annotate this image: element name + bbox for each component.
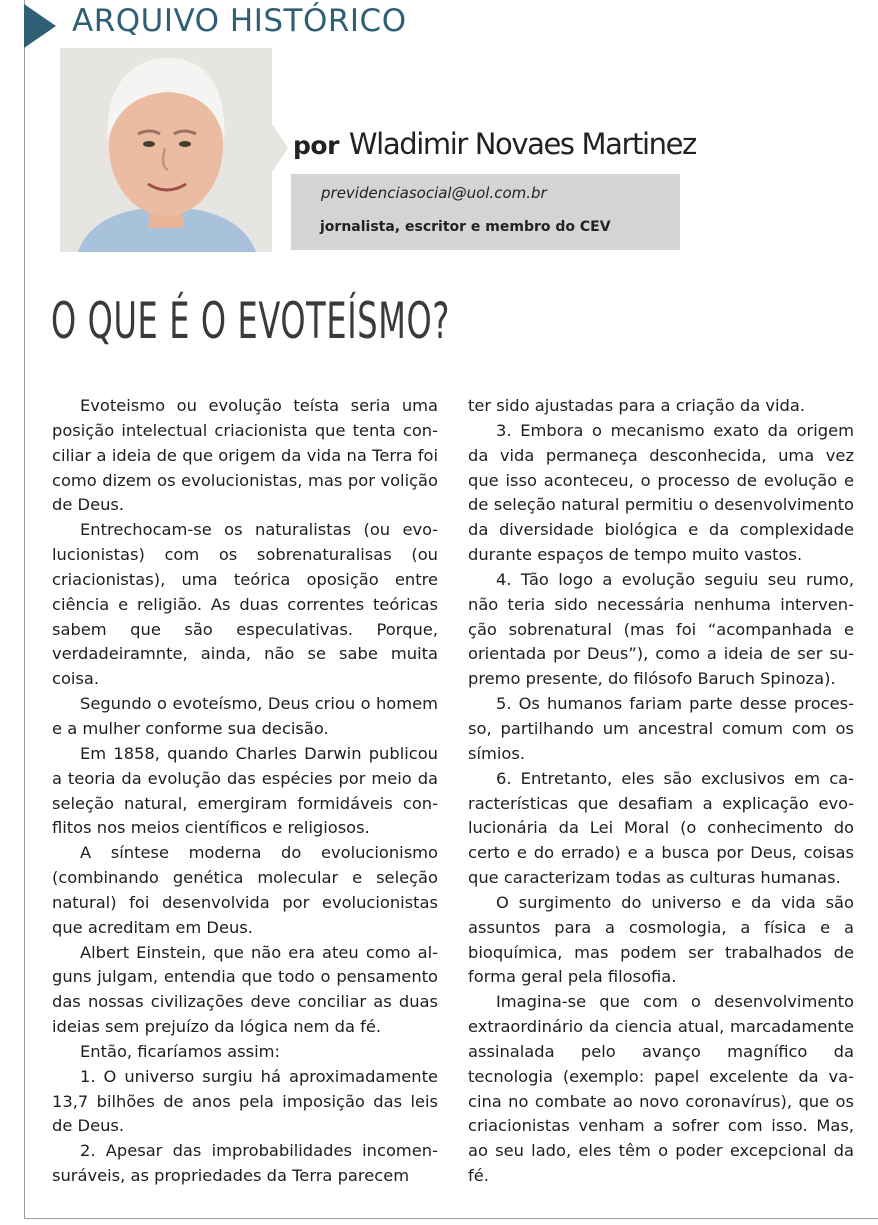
article-paragraph-continuation: ter sido ajustadas para a criação da vida. bbox=[468, 396, 806, 415]
author-name: Wladimir Novaes Martinez bbox=[348, 127, 696, 161]
article-paragraph: 1. O universo surgiu há aproximadamente 13,7 bilhões de anos pela imposição das leis de Deus. bbox=[52, 1066, 438, 1136]
article-title: O QUE É O EVOTEÍSMO? bbox=[51, 292, 450, 350]
author-email: previdenciasocial@uol.com.br bbox=[321, 184, 547, 202]
photo-pointer bbox=[272, 124, 288, 172]
article-paragraph: Então, ficaríamos assim: bbox=[80, 1041, 280, 1061]
author-photo bbox=[60, 48, 272, 252]
article-paragraph: Em 1858, quando Charles Darwin publicou a teoria da evolução das espécies por meio da seleção natural, emergiram formidáveis conflitos nos meios científicos e religiosos. bbox=[52, 743, 438, 838]
byline-prefix: por bbox=[293, 131, 339, 160]
article-paragraph: Evoteismo ou evolução teísta seria uma posição intelectual criacionista que tenta conciliar a ideia de que origem da vida na Terra foi como dizem os evolucionistas, mas por volição de Deus. bbox=[52, 396, 438, 515]
article-paragraph: Segundo o evoteísmo, Deus criou o homem e a mulher conforme sua decisão. bbox=[52, 694, 438, 738]
article-paragraph: Albert Einstein, que não era ateu como alguns julgam, entendia que todo o pensamento das nossas civilizações deve conciliar as duas ideias sem prejuízo da lógica nem da fé. bbox=[52, 942, 438, 1037]
article-paragraph: O surgimento do universo e da vida são assuntos para a cosmologia, a física e a bioquímica, mas podem ser trabalhados de forma geral pela filosofia. bbox=[468, 892, 854, 987]
section-title: ARQUIVO HISTÓRICO bbox=[72, 3, 407, 39]
article-paragraph: 4. Tão logo a evolução seguiu seu rumo, não teria sido necessária nenhuma intervenção sobrenatural (mas foi “acompanhada e orientada por Deus”), como a ideia de ser supremo presente, do filósofo Baruch Spinoza). bbox=[468, 569, 854, 689]
article-column-left bbox=[52, 394, 438, 1189]
article-paragraph: 3. Embora o mecanismo exato da origem da vida permaneça desconhecida, uma vez que isso aconteceu, o processo de evolução e de seleção natural permitiu o desenvolvimento da diversidade biológica e da complexidade durante espaços de tempo muito vastos. bbox=[468, 420, 854, 565]
author-byline bbox=[293, 127, 696, 161]
article-paragraph: 2. Apesar das improbabilidades incomensuráveis, as propriedades da Terra parecem bbox=[52, 1141, 438, 1186]
article-paragraph: 6. Entretanto, eles são exclusivos em características que desafiam a explicação evolucionária da Lei Moral (o conhecimento do certo e do errado) e a busca por Deus, coisas que caracterizam todas as culturas humanas. bbox=[468, 768, 854, 888]
section-arrow-icon bbox=[24, 4, 56, 48]
article-paragraph: Entrechocam-se os naturalistas (ou evolucionistas) com os sobrenaturalisas (ou criacionistas), uma teórica oposição entre ciência e religião. As duas correntes teóricas sabem que são especulativas. Porque, verdadeiramnte, ainda, não se sabe muita coisa. bbox=[52, 520, 438, 689]
article-paragraph: 5. Os humanos fariam parte desse processo, partilhando um ancestral comum com os símios. bbox=[468, 694, 854, 763]
author-role: jornalista, escritor e membro do CEV bbox=[320, 219, 611, 235]
article-column-right bbox=[468, 394, 854, 1189]
article-paragraph: Imagina-se que com o desenvolvimento extraordinário da ciencia atual, marcadamente assinalada pelo avanço magnífico da tecnologia (exemplo: papel excelente da vacina no combate ao novo coronavírus), que os criacionistas venham a sofrer com isso. Mas, ao seu lado, eles têm o poder excepcional da fé. bbox=[468, 992, 854, 1186]
article-paragraph: A síntese moderna do evolucionismo (combinando genética molecular e seleção natural) foi desenvolvida por evolucionistas que acreditam em Deus. bbox=[52, 843, 438, 937]
